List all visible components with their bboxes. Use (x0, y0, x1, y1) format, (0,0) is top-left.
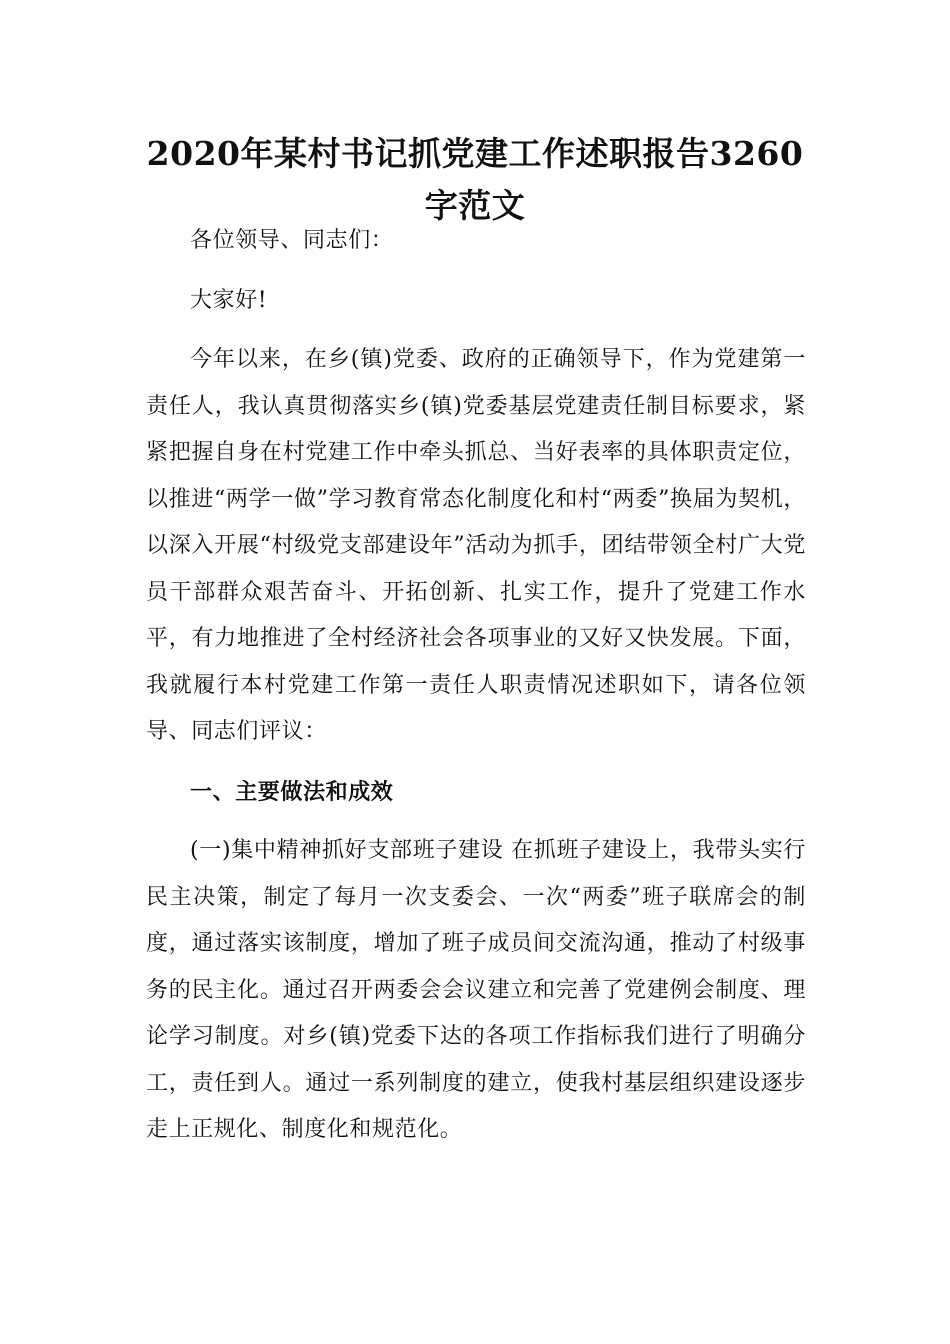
document-title: 2020年某村书记抓党建工作述职报告3260字范文 (146, 134, 804, 225)
salutation: 各位领导、同志们： (190, 228, 394, 253)
section-paragraph: (一)集中精神抓好支部班子建设 在抓班子建设上，我带头实行民主决策，制定了每月一次支委会、一次“两委”班子联席会的制度，通过落实该制度，增加了班子成员间交流沟通，推动了村级事务的民主化。通过召开两委会会议建立和完善了党建例会制度、理论学习制度。对乡(镇)党委下达的各项工作指标我们进行了明确分工，责任到人。通过一系列制度的建立，使我村基层组织建设逐步走上正规化、制度化和规范化。 (146, 838, 806, 1142)
document-body (146, 218, 806, 1154)
greeting: 大家好! (190, 287, 268, 313)
section-heading: 一、主要做法和成效 (190, 778, 394, 805)
intro-paragraph: 今年以来，在乡(镇)党委、政府的正确领导下，作为党建第一责任人，我认真贯彻落实乡(镇)党委基层党建责任制目标要求，紧紧把握自身在村党建工作中牵头抓总、当好表率的具体职责定位，以推进“两学一做”学习教育常态化制度化和村“两委”换届为契机，以深入开展“村级党支部建设年”活动为抓手，团结带领全村广大党员干部群众艰苦奋斗、开拓创新、扎实工作，提升了党建工作水平，有力地推进了全村经济社会各项事业的又好又快发展。下面，我就履行本村党建工作第一责任人职责情况述职如下，请各位领导、同志们评议： (146, 347, 806, 744)
